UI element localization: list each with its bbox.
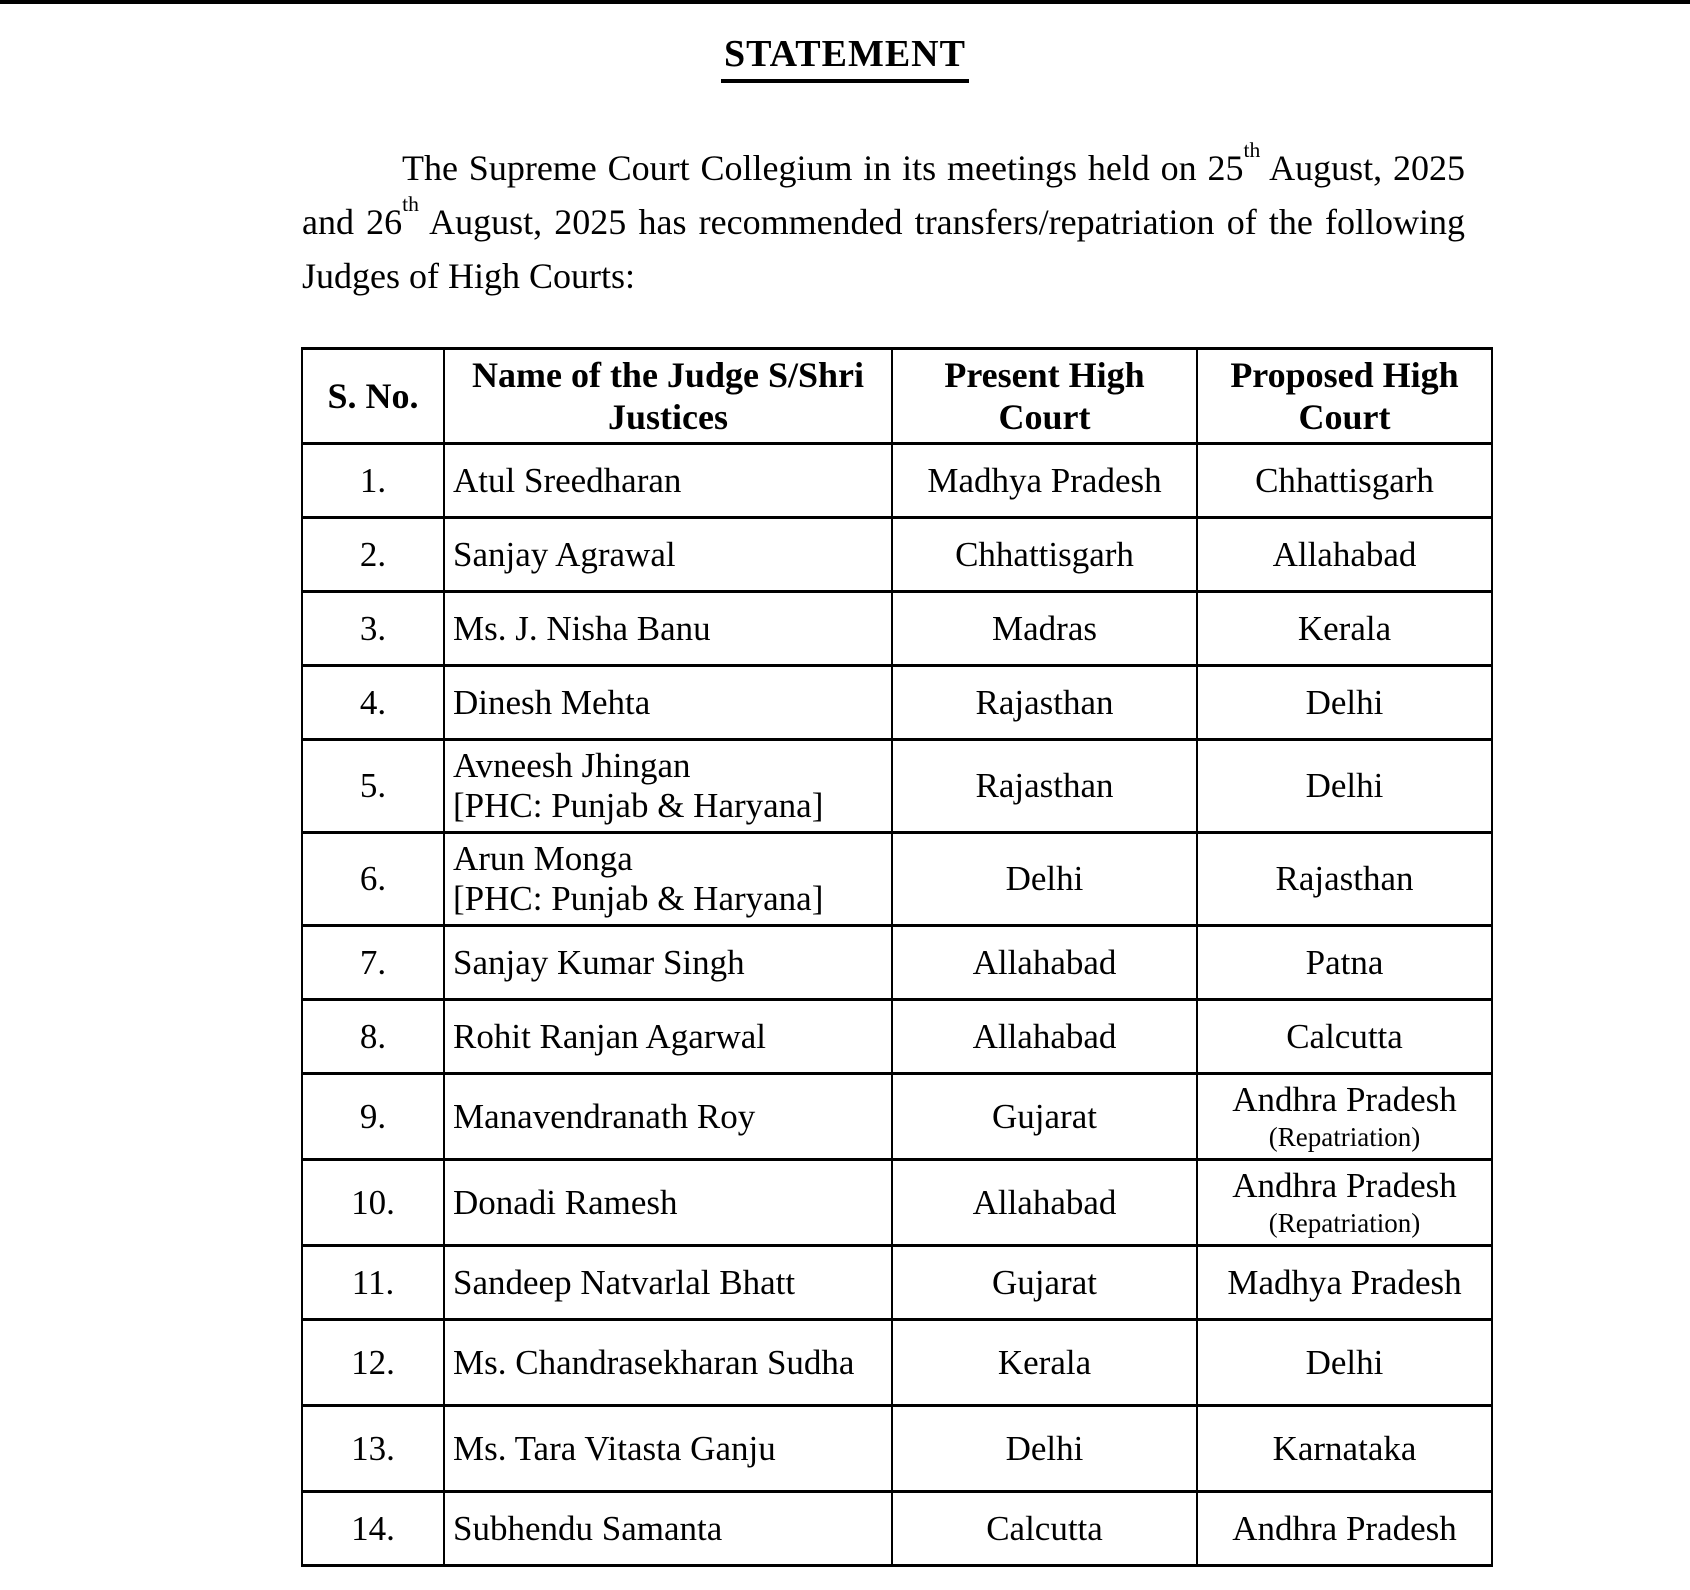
- proposed-court-cell: Andhra Pradesh: [1197, 1492, 1492, 1566]
- judge-name: Avneesh Jhingan: [453, 746, 691, 785]
- proposed-court-cell: Kerala: [1197, 592, 1492, 666]
- serial-number-cell: 11.: [302, 1246, 444, 1320]
- judge-name-cell: [444, 833, 892, 926]
- superscript-th-2: th: [402, 192, 419, 217]
- serial-number-cell: 4.: [302, 666, 444, 740]
- table-row: [302, 833, 1492, 926]
- intro-text-3: August, 2025 has recommended transfers/repatriation of the following Judges of High Courts:: [302, 202, 1466, 296]
- serial-number-cell: 13.: [302, 1406, 444, 1492]
- table-row: [302, 1406, 1492, 1492]
- top-border-bar: [0, 0, 1690, 4]
- superscript-th-1: th: [1243, 138, 1261, 163]
- present-court-cell: Gujarat: [892, 1074, 1197, 1160]
- proposed-court-cell: Rajasthan: [1197, 833, 1492, 926]
- judge-name-cell: Sanjay Kumar Singh: [444, 926, 892, 1000]
- judge-name-cell: Ms. J. Nisha Banu: [444, 592, 892, 666]
- judge-name-cell: Dinesh Mehta: [444, 666, 892, 740]
- serial-number-cell: 14.: [302, 1492, 444, 1566]
- header-proposed-high-court: Proposed High Court: [1197, 349, 1492, 444]
- proposed-court-cell: Madhya Pradesh: [1197, 1246, 1492, 1320]
- intro-text-1: The Supreme Court Collegium in its meetings held on 25: [402, 148, 1244, 188]
- table-row: [302, 1246, 1492, 1320]
- table-row: [302, 1320, 1492, 1406]
- proposed-court: Andhra Pradesh: [1232, 1165, 1457, 1205]
- judge-parent-court-note: [PHC: Punjab & Haryana]: [453, 786, 824, 825]
- proposed-court-cell: Delhi: [1197, 666, 1492, 740]
- present-court-cell: Chhattisgarh: [892, 518, 1197, 592]
- present-court-cell: Rajasthan: [892, 666, 1197, 740]
- present-court-cell: Rajasthan: [892, 740, 1197, 833]
- table-row: [302, 1160, 1492, 1246]
- title-container: [0, 0, 1690, 83]
- judge-name-cell: Manavendranath Roy: [444, 1074, 892, 1160]
- proposed-court-cell: [1197, 1160, 1492, 1246]
- table-row: [302, 926, 1492, 1000]
- proposed-court-cell: Delhi: [1197, 1320, 1492, 1406]
- judge-parent-court-note: [PHC: Punjab & Haryana]: [453, 879, 824, 918]
- table-row: [302, 518, 1492, 592]
- present-court-cell: Madras: [892, 592, 1197, 666]
- serial-number-cell: 8.: [302, 1000, 444, 1074]
- serial-number-cell: 7.: [302, 926, 444, 1000]
- intro-paragraph: [302, 138, 1466, 303]
- serial-number-cell: 12.: [302, 1320, 444, 1406]
- proposed-court-cell: Allahabad: [1197, 518, 1492, 592]
- repatriation-note: (Repatriation): [1268, 1207, 1421, 1238]
- table-row: [302, 740, 1492, 833]
- judge-name-cell: Sanjay Agrawal: [444, 518, 892, 592]
- header-judge-name: Name of the Judge S/Shri Justices: [444, 349, 892, 444]
- table-row: [302, 444, 1492, 518]
- proposed-court-cell: [1197, 1074, 1492, 1160]
- judge-name-cell: Donadi Ramesh: [444, 1160, 892, 1246]
- present-court-cell: Calcutta: [892, 1492, 1197, 1566]
- present-court-cell: Gujarat: [892, 1246, 1197, 1320]
- present-court-cell: Allahabad: [892, 1160, 1197, 1246]
- serial-number-cell: 1.: [302, 444, 444, 518]
- table-row: [302, 1492, 1492, 1566]
- judge-name-cell: [444, 740, 892, 833]
- present-court-cell: Delhi: [892, 833, 1197, 926]
- proposed-court: Andhra Pradesh: [1232, 1079, 1457, 1119]
- document-title: STATEMENT: [721, 32, 969, 83]
- proposed-court-cell: Karnataka: [1197, 1406, 1492, 1492]
- header-serial-number: S. No.: [302, 349, 444, 444]
- table-row: [302, 1074, 1492, 1160]
- proposed-court-cell: Calcutta: [1197, 1000, 1492, 1074]
- present-court-cell: Allahabad: [892, 1000, 1197, 1074]
- judge-name-cell: Subhendu Samanta: [444, 1492, 892, 1566]
- serial-number-cell: 6.: [302, 833, 444, 926]
- table-row: [302, 592, 1492, 666]
- judge-name-cell: Rohit Ranjan Agarwal: [444, 1000, 892, 1074]
- proposed-court-cell: Delhi: [1197, 740, 1492, 833]
- serial-number-cell: 5.: [302, 740, 444, 833]
- table-row: [302, 1000, 1492, 1074]
- judges-transfer-table: [301, 347, 1493, 1567]
- judge-name-cell: Sandeep Natvarlal Bhatt: [444, 1246, 892, 1320]
- judge-name-cell: Ms. Tara Vitasta Ganju: [444, 1406, 892, 1492]
- present-court-cell: Kerala: [892, 1320, 1197, 1406]
- present-court-cell: Madhya Pradesh: [892, 444, 1197, 518]
- table-row: [302, 666, 1492, 740]
- proposed-court-cell: Patna: [1197, 926, 1492, 1000]
- header-present-high-court: Present High Court: [892, 349, 1197, 444]
- judge-name-cell: Atul Sreedharan: [444, 444, 892, 518]
- present-court-cell: Allahabad: [892, 926, 1197, 1000]
- serial-number-cell: 2.: [302, 518, 444, 592]
- serial-number-cell: 10.: [302, 1160, 444, 1246]
- table-header-row: [302, 349, 1492, 444]
- repatriation-note: (Repatriation): [1268, 1121, 1421, 1152]
- intro-text-2: August, 2025 and 26: [302, 148, 1466, 242]
- present-court-cell: Delhi: [892, 1406, 1197, 1492]
- serial-number-cell: 9.: [302, 1074, 444, 1160]
- judge-name: Arun Monga: [453, 839, 633, 878]
- proposed-court-cell: Chhattisgarh: [1197, 444, 1492, 518]
- serial-number-cell: 3.: [302, 592, 444, 666]
- judge-name-cell: Ms. Chandrasekharan Sudha: [444, 1320, 892, 1406]
